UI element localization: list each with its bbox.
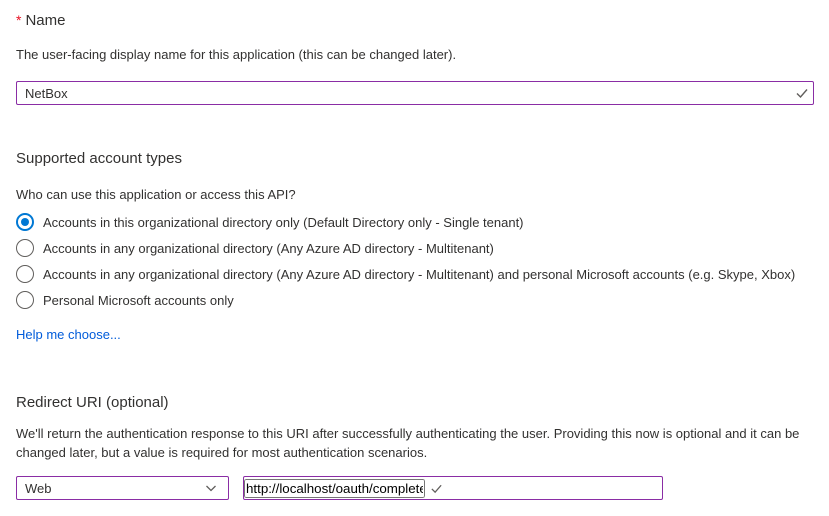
radio-personal-only-label[interactable]: Personal Microsoft accounts only: [43, 292, 234, 308]
radio-multitenant[interactable]: [16, 235, 814, 261]
platform-select[interactable]: [16, 476, 229, 500]
supported-account-types-section: [16, 149, 814, 344]
name-input-container: [16, 81, 814, 105]
valid-checkmark-icon: [791, 82, 813, 104]
chevron-down-icon: [200, 477, 222, 499]
radio-unselected-icon[interactable]: [16, 265, 34, 283]
name-label-text: Name: [25, 12, 66, 29]
supported-account-types-title: Supported account types: [16, 150, 182, 167]
redirect-uri-input[interactable]: [244, 479, 425, 498]
required-asterisk: *: [16, 12, 22, 28]
name-input[interactable]: [17, 82, 791, 104]
account-types-question: Who can use this application or access this API?: [16, 187, 296, 202]
help-me-choose-link[interactable]: Help me choose...: [16, 327, 121, 342]
redirect-uri-title: Redirect URI (optional): [16, 394, 169, 411]
redirect-uri-controls: [16, 476, 814, 500]
radio-personal-only[interactable]: [16, 287, 814, 313]
redirect-uri-section: [16, 393, 814, 500]
radio-unselected-icon[interactable]: [16, 291, 34, 309]
redirect-uri-description: We'll return the authentication response to this URI after successfully authenticating the user. Providing this now is optional and it can be changed later, but a value is required for most authentication scenarios.: [16, 426, 800, 460]
valid-checkmark-icon: [425, 477, 447, 499]
radio-selected-icon[interactable]: [16, 213, 34, 231]
account-types-radio-group: [16, 209, 814, 313]
radio-multitenant-label[interactable]: Accounts in any organizational directory (Any Azure AD directory - Multitenant): [43, 240, 494, 256]
name-field-description: The user-facing display name for this application (this can be changed later).: [16, 47, 457, 62]
radio-multitenant-personal-label[interactable]: Accounts in any organizational directory (Any Azure AD directory - Multitenant) and personal Microsoft accounts (e.g. Skype, Xbox): [43, 266, 796, 282]
name-field-label: [16, 10, 814, 31]
radio-unselected-icon[interactable]: [16, 239, 34, 257]
redirect-uri-input-container: [243, 476, 663, 500]
radio-single-tenant-label[interactable]: Accounts in this organizational directory only (Default Directory only - Single tenant): [43, 214, 524, 230]
radio-multitenant-personal[interactable]: [16, 261, 814, 287]
radio-single-tenant[interactable]: [16, 209, 814, 235]
platform-select-value: Web: [25, 480, 52, 496]
